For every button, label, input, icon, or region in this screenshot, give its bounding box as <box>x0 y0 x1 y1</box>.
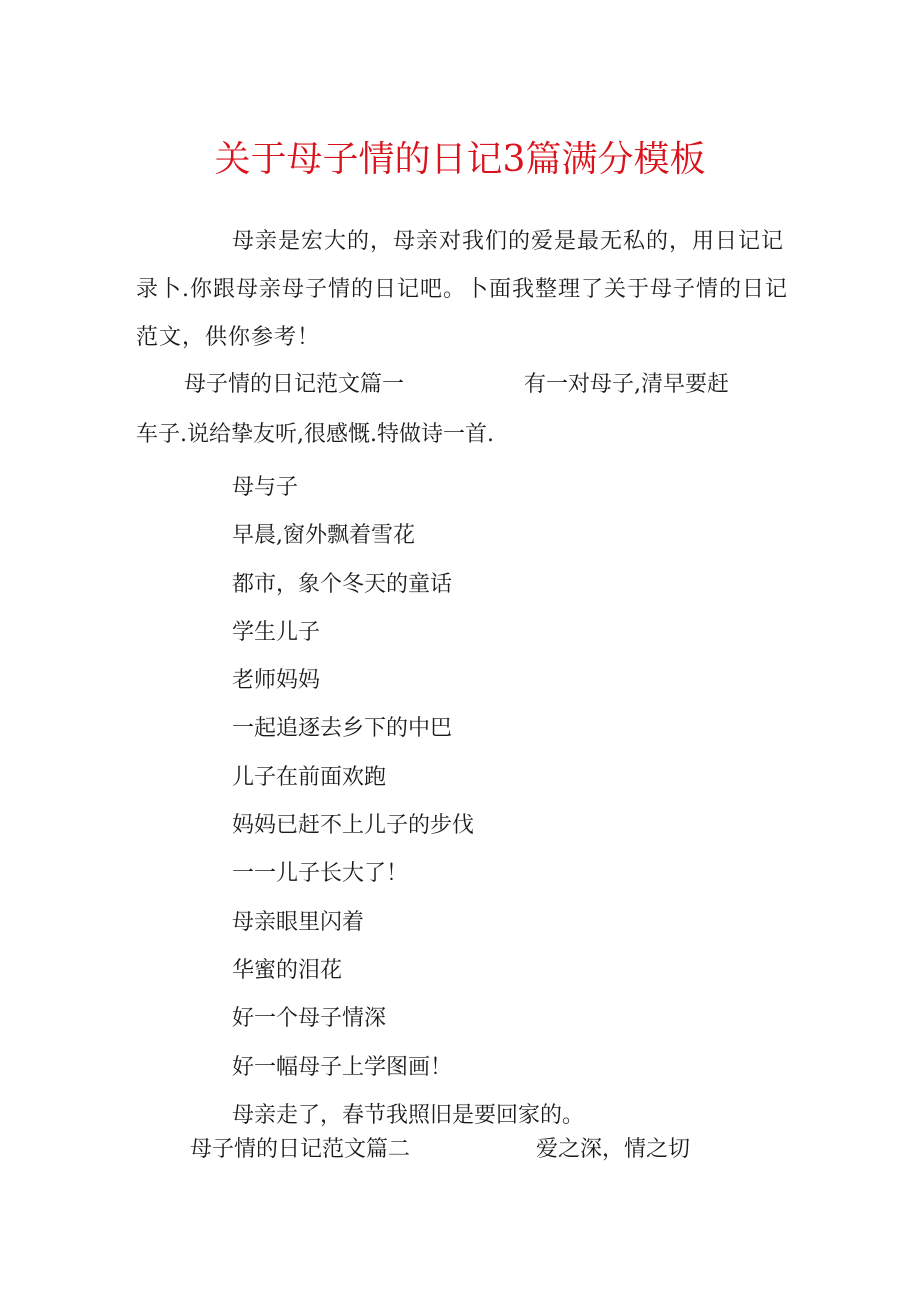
document-title: 关于母子情的日记3篇满分模板 <box>214 139 706 180</box>
poem-line: 一起追逐去乡下的中巴 <box>232 716 453 742</box>
poem-line: 儿子在前面欢跑 <box>232 764 387 790</box>
section-2-heading-row <box>0 1135 920 1165</box>
poem-line: 老师妈妈 <box>232 668 321 694</box>
poem-line: 母与子 <box>232 475 299 500</box>
section-1-continuation: 车子.说给挚友听,很感慨.特做诗一首. <box>136 422 494 447</box>
poem-line: 华蜜的泪花 <box>232 957 343 983</box>
section-1-heading-row <box>0 370 920 400</box>
intro-paragraph: 母亲是宏大的，母亲对我们的爱是最无私的，用日记记录卜.你跟母亲母子情的日记吧。卜面我整理了关于母子情的日记范文，供你参考！ <box>136 229 788 350</box>
poem-line: 母亲眼里闪着 <box>232 909 365 935</box>
section-1-heading: 母子情的日记范文篇一 <box>184 372 405 397</box>
poem-line: 好一个母子情深 <box>232 1006 387 1032</box>
section-2-heading: 母子情的日记范文篇二 <box>190 1137 411 1162</box>
poem-line: 妈妈已赶不上儿子的步伐 <box>232 813 475 839</box>
poem-line: 一一儿子长大了！ <box>232 861 409 887</box>
poem-line: 母亲走了，春节我照旧是要回家的。 <box>232 1102 585 1128</box>
section-1-lead: 有一对母子,清早要赶 <box>524 372 729 397</box>
poem-line: 都市，象个冬天的童话 <box>232 571 453 597</box>
section-2-lead: 爱之深，情之切 <box>536 1137 691 1162</box>
poem <box>232 464 584 1140</box>
poem-line: 早晨,窗外飘着雪花 <box>232 523 415 549</box>
poem-line: 学生儿子 <box>232 619 321 645</box>
poem-line: 好一幅母子上学图画！ <box>232 1054 453 1080</box>
